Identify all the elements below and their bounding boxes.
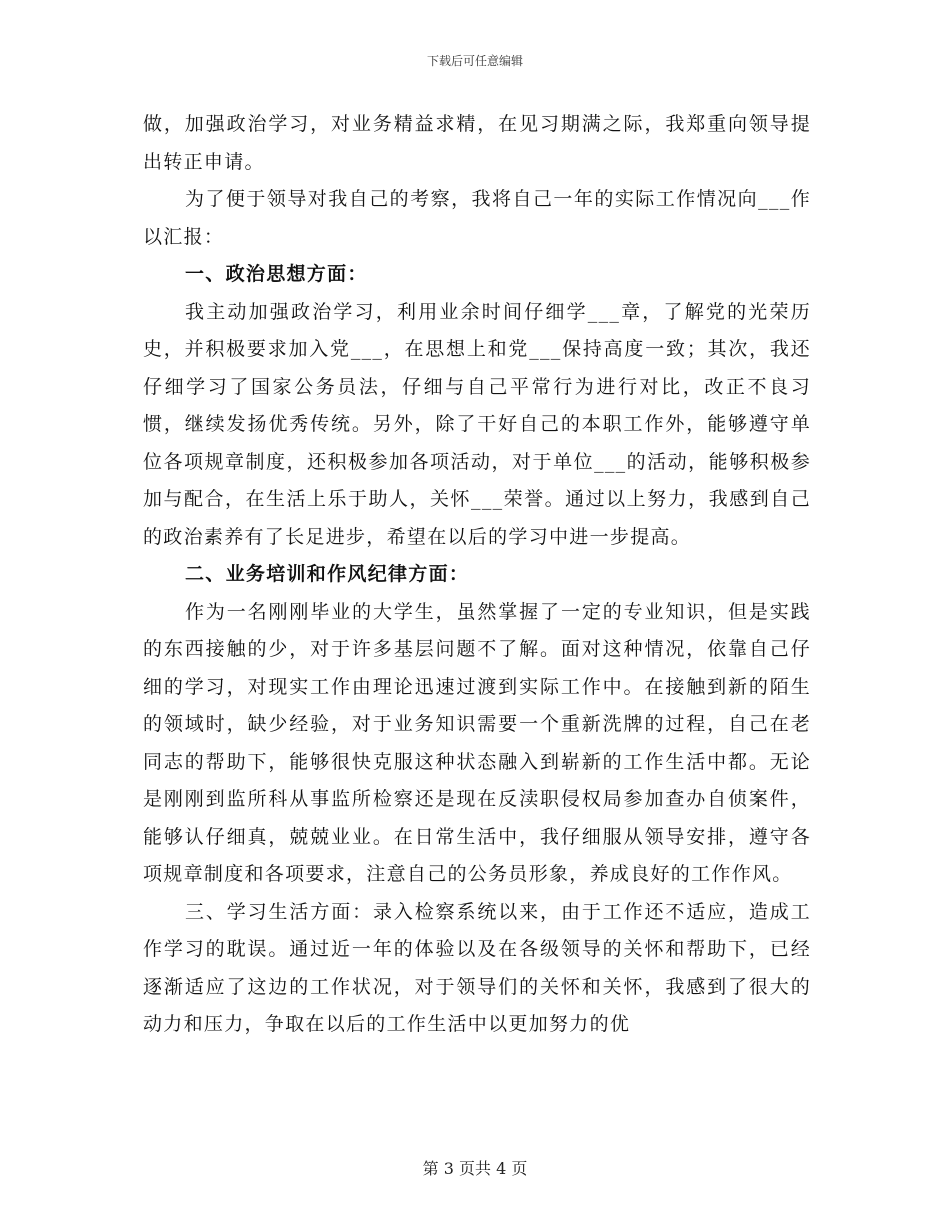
- page-header: 下载后可任意编辑: [426, 54, 523, 68]
- paragraph-political: 我主动加强政治学习，利用业余时间仔细学___章，了解党的光荣历史，并积极要求加入党___，在思想上和党___保持高度一致；其次，我还仔细学习了国家公务员法，仔细与自己平常行为进行对比，改正不良习惯，继续发扬优秀传统。另外，除了干好自己的本职工作外，能够遵守单位各项规章制度，还积极参加各项活动，对于单位___的活动，能够积极参加与配合，在生活上乐于助人，关怀___荣誉。通过以上努力，我感到自己的政治素养有了长足进步，希望在以后的学习中进一步提高。: [143, 300, 811, 548]
- page-number: 第 3 页共 4 页: [422, 1159, 528, 1178]
- section-heading-political: 一、政治思想方面：: [185, 263, 368, 285]
- document-body: [143, 106, 811, 1044]
- paragraph-continuation: 做，加强政治学习，对业务精益求精，在见习期满之际，我郑重向领导提出转正申请。: [143, 113, 811, 173]
- section-heading-training: 二、业务培训和作风纪律方面：: [185, 563, 470, 585]
- paragraph-study-life: 三、学习生活方面：录入检察系统以来，由于工作还不适应，造成工作学习的耽误。通过近一年的体验以及在各级领导的关怀和帮助下，已经逐渐适应了这边的工作状况，对于领导们的关怀和关怀，我感到了很大的动力和压力，争取在以后的工作生活中以更加努力的优: [143, 900, 811, 1035]
- paragraph-training: 作为一名刚刚毕业的大学生，虽然掌握了一定的专业知识，但是实践的东西接触的少，对于许多基层问题不了解。面对这种情况，依靠自己仔细的学习，对现实工作由理论迅速过渡到实际工作中。在接触到新的陌生的领域时，缺少经验，对于业务知识需要一个重新洗牌的过程，自己在老同志的帮助下，能够很快克服这种状态融入到崭新的工作生活中都。无论是刚刚到监所科从事监所检察还是现在反渎职侵权局参加查办自侦案件，能够认仔细真，兢兢业业。在日常生活中，我仔细服从领导安排，遵守各项规章制度和各项要求，注意自己的公务员形象，养成良好的工作作风。: [143, 600, 811, 885]
- paragraph-intro: 为了便于领导对我自己的考察，我将自己一年的实际工作情况向___作以汇报：: [143, 188, 811, 248]
